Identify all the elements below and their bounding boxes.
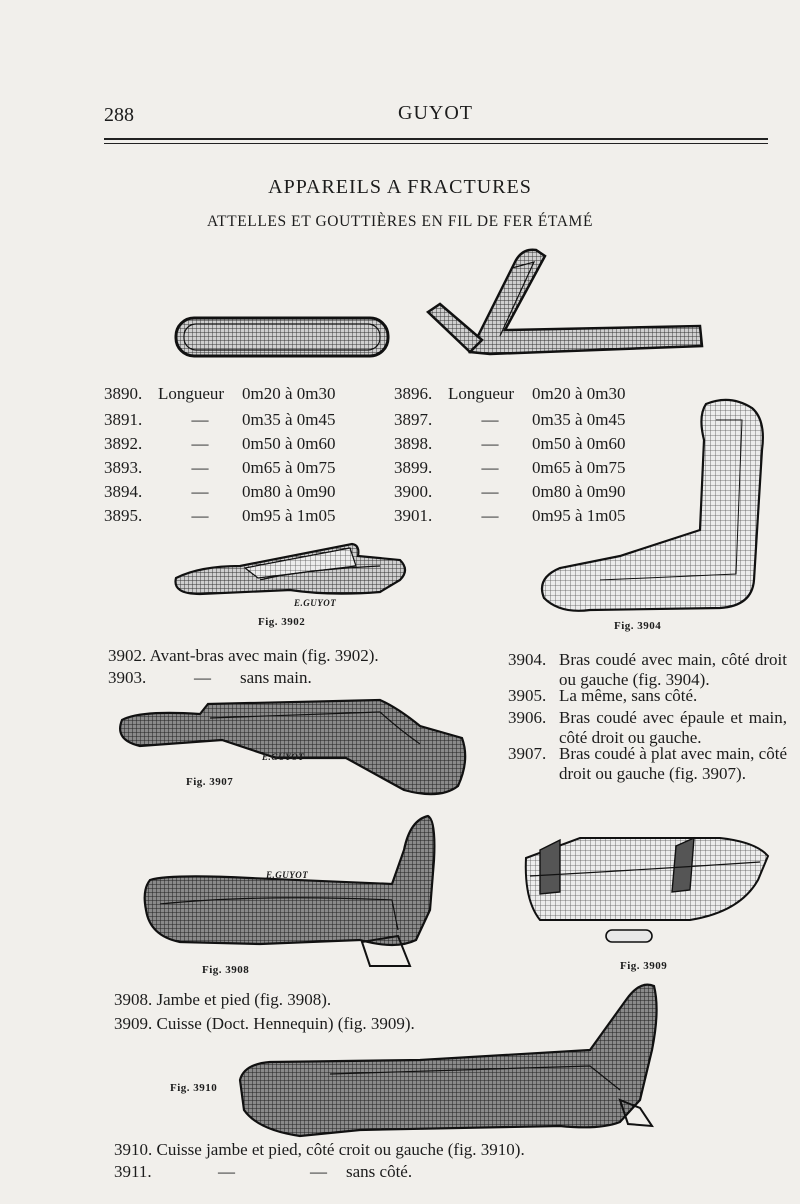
running-head: GUYOT [398, 102, 473, 124]
figure-caption-3904: Fig. 3904 [614, 620, 662, 632]
catalog-entry-3905: 3905. La même, sans côté. [508, 686, 698, 705]
fig-3909-illustration [526, 838, 768, 942]
header-rule-top [104, 138, 768, 140]
catalog-entry-3909: 3909. Cuisse (Doct. Hennequin) (fig. 3909). [114, 1014, 415, 1033]
list-item: 3898. — 0m50 à 0m60 [394, 434, 626, 453]
figure-caption-3908: Fig. 3908 [202, 964, 250, 976]
list-item: 3900. — 0m80 à 0m90 [394, 482, 626, 501]
catalog-entry-3906: 3906. Bras coudé avec épaule et main, côté droit ou gauche. [508, 708, 787, 747]
fig-3907-illustration [120, 700, 465, 794]
engraver-signature: E.GUYOT [294, 598, 337, 608]
list-item: 3894. — 0m80 à 0m90 [104, 482, 336, 501]
catalog-entry-3910: 3910. Cuisse jambe et pied, côté croit ou gauche (fig. 3910). [114, 1140, 525, 1159]
flat-splint-illustration [176, 318, 388, 356]
figure-caption-3902: Fig. 3902 [258, 616, 306, 628]
section-title: APPAREILS A FRACTURES [268, 176, 532, 198]
catalog-entry-3903: 3903. — sans main. [108, 668, 312, 687]
list-item: 3892. — 0m50 à 0m60 [104, 434, 336, 453]
catalog-entry-3911: 3911. — — sans côté. [114, 1162, 413, 1181]
engraver-signature: E.GUYOT [262, 752, 305, 762]
figure-caption-3910: Fig. 3910 [170, 1082, 218, 1094]
engraver-signature: E.GUYOT [266, 870, 309, 880]
angled-splint-illustration [428, 250, 702, 354]
catalog-entry-3904: 3904. Bras coudé avec main, côté droit ou gauche (fig. 3904). [508, 650, 787, 689]
list-item: 3901. — 0m95 à 1m05 [394, 506, 626, 525]
list-item: 3896. Longueur 0m20 à 0m30 [394, 384, 626, 403]
section-subtitle: ATTELLES ET GOUTTIÈRES EN FIL DE FER ÉTAMÉ [206, 213, 594, 230]
fig-3908-illustration [145, 816, 435, 966]
list-item: 3891. — 0m35 à 0m45 [104, 410, 336, 429]
page-number: 288 [104, 104, 134, 126]
figure-caption-3909: Fig. 3909 [620, 960, 668, 972]
fig-3902-illustration [176, 544, 406, 594]
list-item: 3899. — 0m65 à 0m75 [394, 458, 626, 477]
figure-caption-3907: Fig. 3907 [186, 776, 234, 788]
list-item: 3890. Longueur 0m20 à 0m30 [104, 384, 336, 403]
header-rule-bottom [104, 143, 768, 144]
list-item: 3895. — 0m95 à 1m05 [104, 506, 336, 525]
list-item: 3897. — 0m35 à 0m45 [394, 410, 626, 429]
catalog-entry-3902: 3902. Avant-bras avec main (fig. 3902). [108, 646, 379, 665]
catalog-entry-3907: 3907. Bras coudé à plat avec main, côté droit ou gauche (fig. 3907). [508, 744, 787, 783]
list-item: 3893. — 0m65 à 0m75 [104, 458, 336, 477]
catalog-entry-3908: 3908. Jambe et pied (fig. 3908). [114, 990, 332, 1009]
